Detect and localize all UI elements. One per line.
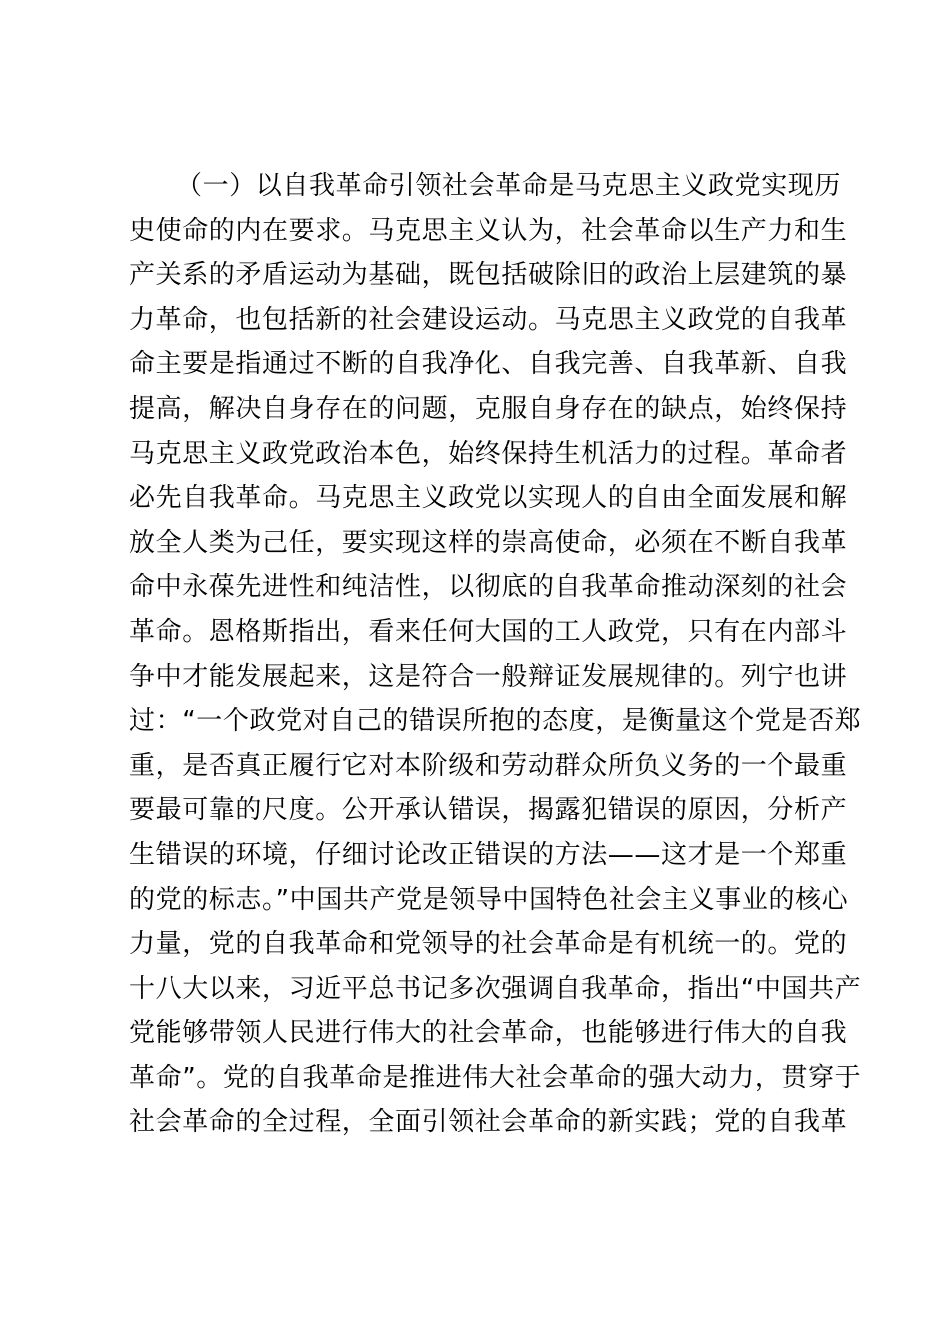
paragraph-line: 的党的标志。”中国共产党是领导中国特色社会主义事业的核心 [129,884,849,915]
paragraph-line: 力革命，也包括新的社会建设运动。马克思主义政党的自我革 [129,304,848,335]
paragraph-line: 提高，解决自身存在的问题，克服自身存在的缺点，始终保持 [129,393,848,424]
paragraph-line: 命主要是指通过不断的自我净化、自我完善、自我革新、自我 [129,349,848,380]
paragraph-line: 重，是否真正履行它对本阶级和劳动群众所负义务的一个最重 [129,750,848,781]
paragraph-line: 革命。恩格斯指出，看来任何大国的工人政党，只有在内部斗 [129,616,848,647]
paragraph-line: 命中永葆先进性和纯洁性，以彻底的自我革命推动深刻的社会 [129,572,848,603]
paragraph-line: 要最可靠的尺度。公开承认错误，揭露犯错误的原因，分析产 [129,795,848,826]
paragraph-line: 生错误的环境，仔细讨论改正错误的方法——这才是一个郑重 [129,839,848,870]
paragraph-line: 放全人类为己任，要实现这样的崇高使命，必须在不断自我革 [129,527,848,558]
paragraph-line: 必先自我革命。马克思主义政党以实现人的自由全面发展和解 [129,483,848,514]
paragraph-line: 革命”。党的自我革命是推进伟大社会革命的强大动力，贯穿于 [129,1062,862,1093]
paragraph-line: 党能够带领人民进行伟大的社会革命，也能够进行伟大的自我 [129,1018,848,1049]
paragraph-line: 社会革命的全过程，全面引领社会革命的新实践；党的自我革 [129,1107,848,1138]
paragraph-line: 产关系的矛盾运动为基础，既包括破除旧的政治上层建筑的暴 [129,260,848,291]
paragraph-line: （一）以自我革命引领社会革命是马克思主义政党实现历 [176,171,842,201]
paragraph-line: 力量，党的自我革命和党领导的社会革命是有机统一的。党的 [129,929,848,960]
paragraph-line: 过：“一个政党对自己的错误所抱的态度，是衡量这个党是否郑 [129,706,862,737]
body-paragraph [129,164,862,1145]
paragraph-line: 马克思主义政党政治本色，始终保持生机活力的过程。革命者 [129,438,848,469]
paragraph-line: 十八大以来，习近平总书记多次强调自我革命，指出“中国共产 [129,973,862,1004]
paragraph-line: 争中才能发展起来，这是符合一般辩证发展规律的。列宁也讲 [129,661,848,692]
paragraph-line: 史使命的内在要求。马克思主义认为，社会革命以生产力和生 [129,215,848,246]
